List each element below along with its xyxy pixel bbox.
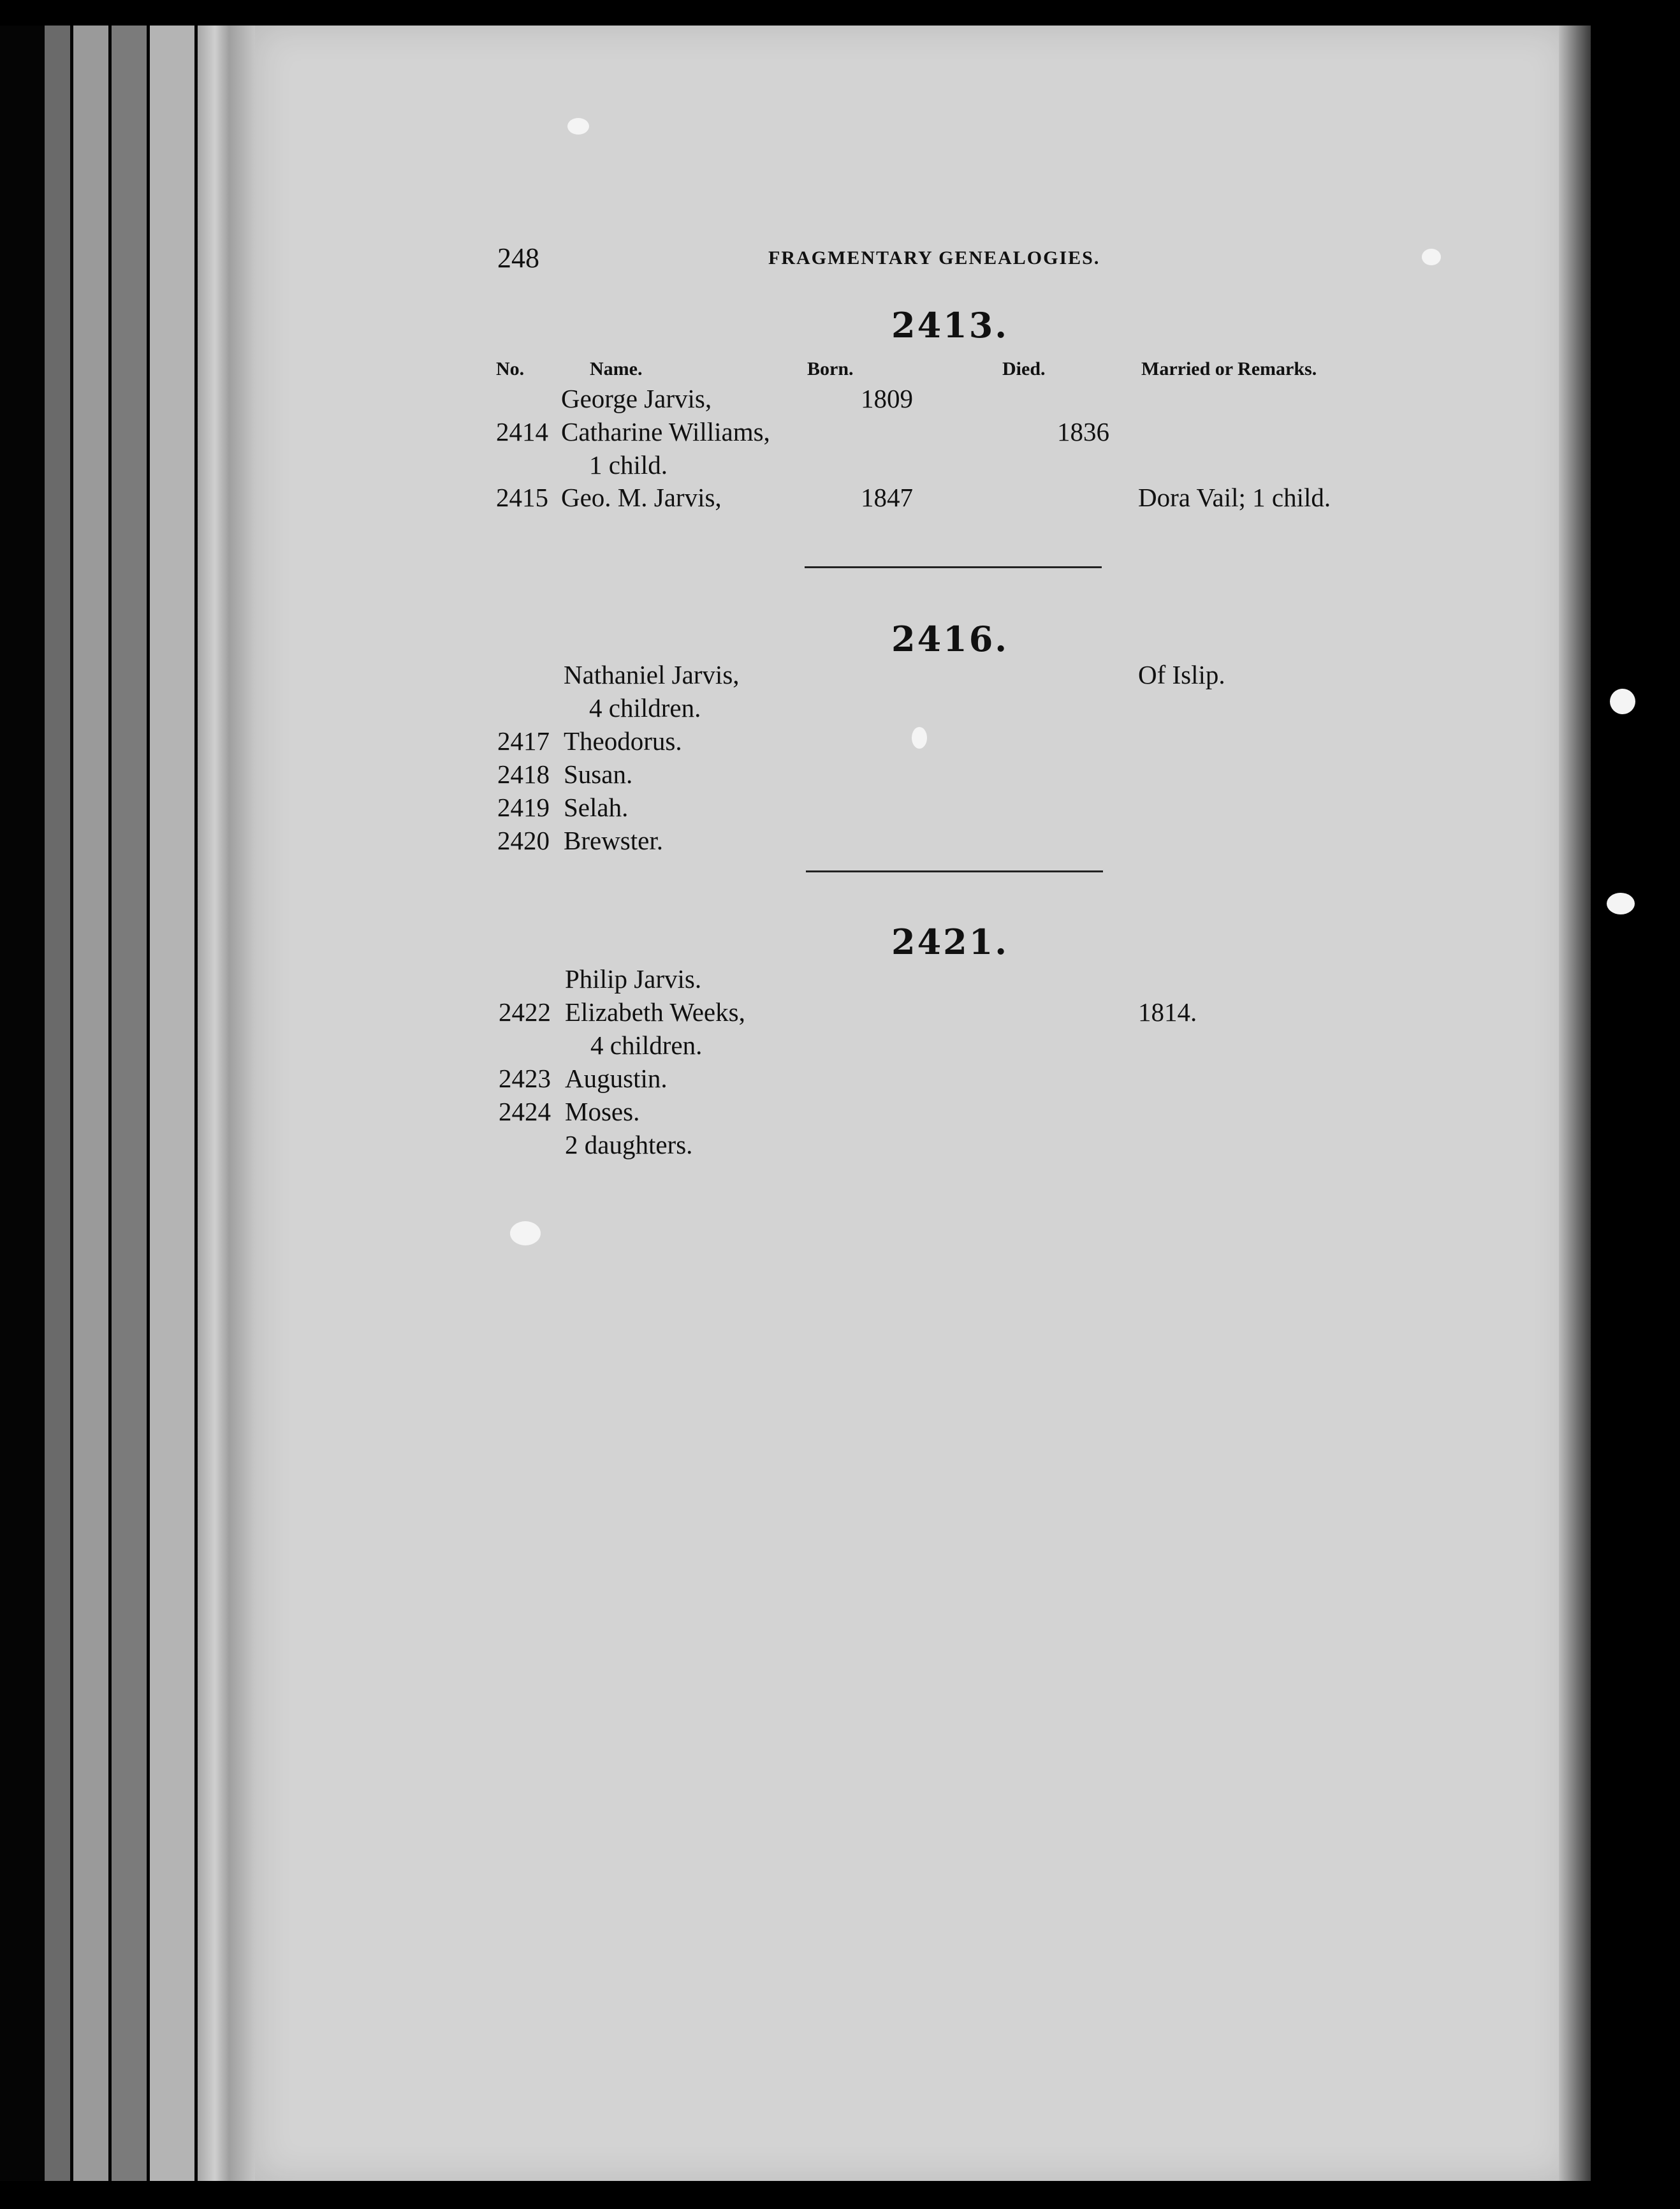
column-header-no: No. — [496, 358, 525, 379]
entry-remarks: Dora Vail; 1 child. — [1138, 483, 1331, 512]
entry-died: 1836 — [1057, 417, 1109, 446]
scan-speck — [510, 1221, 541, 1245]
entry-number: 2417 — [497, 726, 550, 756]
entry-children: 4 children. — [590, 1031, 703, 1060]
section-heading: 2416. — [891, 619, 1009, 659]
section-divider — [806, 870, 1103, 872]
entry-remarks: 1814. — [1138, 997, 1197, 1027]
book-edge — [112, 26, 147, 2183]
entry-name: Selah. — [564, 793, 629, 822]
entry-children: 4 children. — [589, 693, 701, 723]
entry-name: Susan. — [564, 760, 633, 789]
column-header-remarks: Married or Remarks. — [1141, 358, 1317, 379]
entry-number: 2418 — [497, 760, 550, 789]
book-edge — [150, 26, 194, 2183]
scan-speck — [567, 118, 589, 135]
column-header-name: Name. — [590, 358, 643, 379]
scan-border-bottom — [0, 2181, 1680, 2209]
section-divider — [805, 566, 1102, 568]
book-edge — [73, 26, 108, 2183]
column-header-died: Died. — [1002, 358, 1046, 379]
entry-name: Geo. M. Jarvis, — [561, 483, 722, 512]
entry-name: Elizabeth Weeks, — [565, 997, 745, 1027]
page-shadow — [1559, 19, 1591, 2187]
entry-children: 2 daughters. — [565, 1130, 693, 1159]
scan-speck — [1610, 689, 1635, 714]
section-heading: 2421. — [891, 921, 1009, 962]
scan-border-right — [1591, 0, 1680, 2209]
entry-number: 2415 — [496, 483, 548, 512]
column-header-born: Born. — [807, 358, 854, 379]
scan-speck — [1607, 893, 1635, 914]
entry-number: 2423 — [499, 1064, 551, 1093]
entry-number: 2422 — [499, 997, 551, 1027]
scan-border-top — [0, 0, 1680, 26]
entry-born: 1847 — [861, 483, 913, 512]
entry-born: 1809 — [861, 384, 913, 413]
entry-children: 1 child. — [589, 450, 668, 480]
book-page — [255, 26, 1568, 2181]
book-edge — [45, 26, 70, 2183]
entry-number: 2414 — [496, 417, 548, 446]
entry-number: 2419 — [497, 793, 550, 822]
entry-name: Moses. — [565, 1097, 640, 1126]
entry-name: Augustin. — [565, 1064, 668, 1093]
scan-speck — [1422, 249, 1441, 265]
entry-name: Nathaniel Jarvis, — [564, 660, 740, 689]
scan-speck — [912, 727, 927, 749]
entry-name: George Jarvis, — [561, 384, 712, 413]
entry-name: Brewster. — [564, 826, 663, 855]
entry-remarks: Of Islip. — [1138, 660, 1225, 689]
entry-name: Philip Jarvis. — [565, 964, 702, 994]
page-number: 248 — [497, 242, 539, 274]
entry-number: 2420 — [497, 826, 550, 855]
page-gutter — [198, 26, 255, 2181]
entry-number: 2424 — [499, 1097, 551, 1126]
entry-name: Theodorus. — [564, 726, 682, 756]
entry-name: Catharine Williams, — [561, 417, 770, 446]
section-heading: 2413. — [891, 305, 1009, 346]
running-head: FRAGMENTARY GENEALOGIES. — [768, 247, 1100, 268]
